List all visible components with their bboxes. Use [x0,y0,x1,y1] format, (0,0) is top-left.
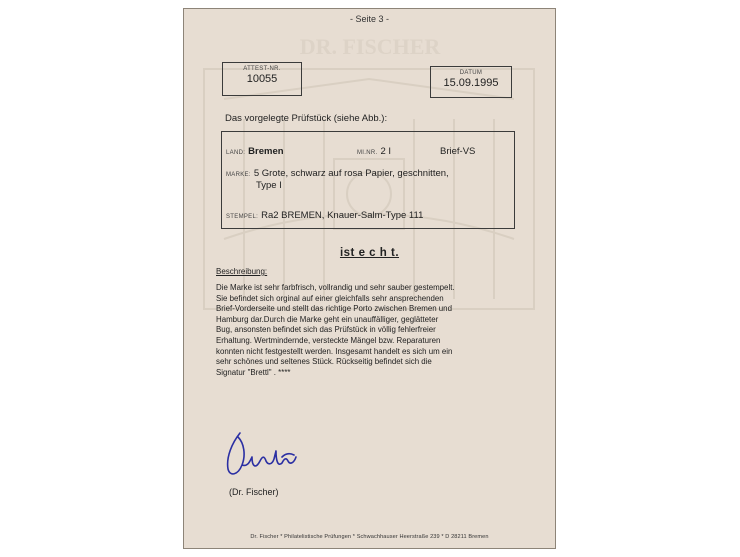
description-text [216,283,528,378]
description-line: sehr schönes und seltenes Stück. Rückseitig befindet sich die [216,357,432,367]
date-value: 15.09.1995 [443,77,499,89]
attest-number-label: ATTEST-NR. [243,66,281,72]
signer-name: (Dr. Fischer) [229,487,279,497]
description-line: konnten nicht festgestellt werden. Insgesamt handelt es sich um ein [216,346,453,356]
marke-line2: Type I [256,180,282,191]
attest-number-value: 10055 [246,73,278,85]
marke-line1: 5 Grote, schwarz auf rosa Papier, geschnitten, [253,168,449,179]
land-value: Bremen [248,146,284,157]
date-box [430,66,512,98]
verdict-text: ist e c h t. [339,247,400,259]
description-line: Die Marke ist sehr farbfrisch, vollrandig und sehr sauber gestempelt. [216,283,455,292]
footer-address: Dr. Fischer * Philatelistische Prüfungen * Schwachhauser Heerstraße 239 * D 28211 Bremen [250,534,489,540]
description-line: Hamburg dar.Durch die Marke geht ein unauffälliger, geglätteter [216,314,439,324]
land-label: LAND: [226,150,246,156]
description-heading: Beschreibung: [216,267,268,276]
minr-label: MI.NR. [357,150,378,156]
land-row [226,146,284,157]
stempel-label: STEMPEL: [226,214,259,220]
item-type: Brief-VS [440,146,476,157]
page-number-label: - Seite 3 - [349,14,389,24]
minr-row [357,146,391,157]
marke-label: MARKE: [226,172,251,178]
minr-value: 2 I [380,146,392,157]
date-label: DATUM [459,70,483,76]
certificate-page [183,8,556,549]
stempel-row [226,210,423,221]
watermark-text: DR. FISCHER [299,34,441,59]
attest-number-box [222,62,302,96]
handwritten-signature [222,427,312,483]
verdict-line [184,247,555,259]
intro-text: Das vorgelegte Prüfstück (siehe Abb.): [225,113,388,124]
description-line: Erhaltung. Wertmindernde, versteckte Mängel bzw. Reparaturen [216,335,441,345]
description-line: Signatur "Brettl" . **** [216,367,291,377]
item-details-box [221,131,515,229]
stempel-value: Ra2 BREMEN, Knauer-Salm-Type 111 [261,210,424,221]
description-line: Sie befindet sich orginal auf einer gleichfalls sehr ansprechenden [216,293,444,303]
description-line: Brief-Vorderseite und stellt das richtige Porto zwischen Bremen und [216,304,452,314]
description-line: Bug, ansonsten befindet sich das Prüfstück in völlig fehlerfreier [216,325,436,335]
marke-row [226,168,449,179]
